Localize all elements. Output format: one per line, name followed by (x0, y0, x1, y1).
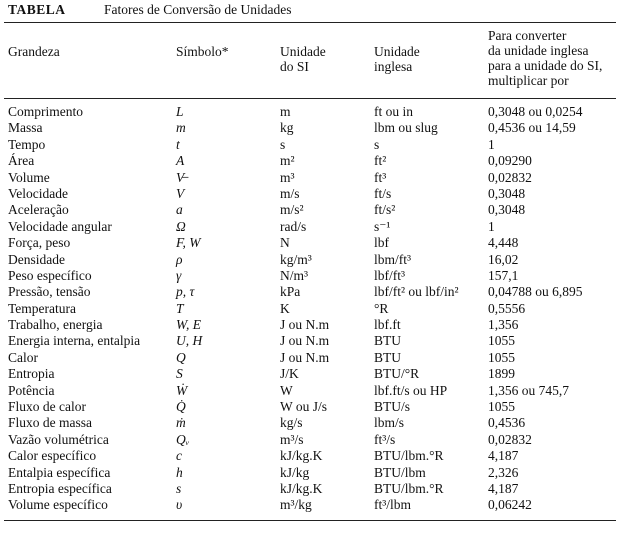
table-row (8, 497, 614, 513)
quantity-cell: Pressão, tensão (8, 284, 91, 300)
si-unit-cell: rad/s (280, 218, 307, 234)
quantity-cell: Peso específico (8, 267, 92, 283)
english-unit-cell: ft/s² (374, 202, 396, 218)
quantity-cell: Área (8, 153, 35, 169)
symbol-cell: υ (176, 497, 183, 513)
header-factor (488, 28, 602, 88)
table-row (8, 301, 614, 317)
factor-cell: 4,187 (488, 480, 519, 496)
factor-cell: 0,4536 (488, 415, 526, 431)
si-unit-cell: m (280, 104, 291, 119)
quantity-cell: Fluxo de calor (8, 399, 86, 415)
si-unit-cell: J/K (280, 366, 299, 382)
symbol-cell: T (176, 300, 184, 316)
table-row (8, 432, 614, 448)
factor-cell: 1,356 (488, 317, 519, 333)
si-unit-cell: m³/s (280, 431, 304, 447)
factor-cell: 1055 (488, 399, 515, 415)
table-row (8, 399, 614, 415)
quantity-cell: Energia interna, entalpia (8, 333, 141, 349)
header-factor-line: multiplicar por (488, 73, 569, 88)
si-unit-cell: kJ/kg.K (280, 448, 323, 464)
english-unit-cell: BTU/s (374, 399, 411, 415)
quantity-cell: Velocidade angular (8, 218, 112, 234)
quantity-cell: Tempo (8, 136, 46, 152)
quantity-cell: Fluxo de massa (8, 415, 92, 431)
si-unit-cell: J ou N.m (280, 317, 330, 333)
table-row (8, 415, 614, 431)
english-unit-cell: BTU/°R (374, 366, 420, 382)
english-unit-cell: lbf/ft² ou lbf/in² (374, 284, 459, 300)
quantity-cell: Força, peso (8, 235, 71, 251)
table-row (8, 350, 614, 366)
factor-cell: 1 (488, 136, 495, 152)
quantity-cell: Vazão volumétrica (8, 431, 109, 447)
quantity-cell: Volume específico (8, 497, 108, 513)
quantity-cell: Calor (8, 349, 38, 365)
table-row (8, 383, 614, 399)
si-unit-cell: J ou N.m (280, 333, 330, 349)
quantity-cell: Temperatura (8, 300, 77, 316)
symbol-cell: a (176, 202, 183, 218)
quantity-cell: Entalpia específica (8, 464, 111, 480)
table-row (8, 137, 614, 153)
caption-title: Fatores de Conversão de Unidades (104, 2, 292, 17)
si-unit-cell: m³/kg (280, 497, 312, 513)
header-english-unit-line: inglesa (374, 59, 413, 74)
symbol-cell: F, W (176, 235, 201, 251)
factor-cell: 0,04788 ou 6,895 (488, 284, 583, 300)
header-si-unit-line: do SI (280, 59, 309, 74)
english-unit-cell: ft² (374, 153, 387, 169)
symbol-cell: ṁ (176, 415, 186, 431)
bottom-rule (4, 520, 616, 521)
symbol-cell: L (176, 104, 184, 119)
factor-cell: 16,02 (488, 251, 519, 267)
table-row (8, 153, 614, 169)
top-rule (4, 22, 616, 23)
si-unit-cell: m³ (280, 169, 295, 185)
table-caption (8, 2, 292, 18)
header-factor-line: da unidade inglesa (488, 43, 589, 58)
table-row (8, 284, 614, 300)
factor-cell: 4,448 (488, 235, 519, 251)
english-unit-cell: BTU/lbm (374, 464, 426, 480)
table-row (8, 481, 614, 497)
english-unit-cell: s⁻¹ (374, 218, 391, 234)
factor-cell: 0,09290 (488, 153, 532, 169)
quantity-cell: Comprimento (8, 104, 83, 119)
table-row (8, 333, 614, 349)
symbol-cell: h (176, 464, 183, 480)
quantity-cell: Aceleração (8, 202, 69, 218)
si-unit-cell: kg/s (280, 415, 303, 431)
symbol-cell: Q (176, 349, 186, 365)
quantity-cell: Velocidade (8, 185, 68, 201)
symbol-cell: c (176, 448, 182, 464)
si-unit-cell: kJ/kg.K (280, 480, 323, 496)
symbol-cell: m (176, 120, 186, 136)
si-unit-cell: N (280, 235, 290, 251)
english-unit-cell: ft³/lbm (374, 497, 412, 513)
english-unit-cell: BTU (374, 333, 401, 349)
quantity-cell: Entropia (8, 366, 55, 382)
table-row (8, 448, 614, 464)
si-unit-cell: m² (280, 153, 295, 169)
english-unit-cell: BTU/lbm.°R (374, 480, 444, 496)
factor-cell: 1899 (488, 366, 515, 382)
factor-cell: 1055 (488, 333, 515, 349)
table-row (8, 104, 614, 120)
quantity-cell: Massa (8, 120, 43, 136)
factor-cell: 0,02832 (488, 169, 532, 185)
header-factor-line: para a unidade do SI, (488, 58, 603, 73)
header-symbol: Símbolo* (176, 44, 229, 59)
factor-cell: 1 (488, 218, 495, 234)
quantity-cell: Volume (8, 169, 50, 185)
factor-cell: 0,02832 (488, 431, 532, 447)
english-unit-cell: °R (374, 300, 389, 316)
table-row (8, 235, 614, 251)
english-unit-cell: ft³/s (374, 431, 396, 447)
si-unit-cell: m/s² (280, 202, 304, 218)
table-row (8, 170, 614, 186)
factor-cell: 0,3048 (488, 185, 526, 201)
caption-label: TABELA (8, 2, 66, 17)
si-unit-cell: K (280, 300, 290, 316)
english-unit-cell: BTU (374, 349, 401, 365)
english-unit-cell: s (374, 136, 380, 152)
factor-cell: 157,1 (488, 267, 519, 283)
header-english-unit (374, 44, 420, 74)
english-unit-cell: lbm/s (374, 415, 405, 431)
si-unit-cell: W ou J/s (280, 399, 328, 415)
table-row (8, 202, 614, 218)
symbol-cell: W, E (176, 317, 202, 333)
english-unit-cell: lbf.ft (374, 317, 401, 333)
symbol-cell: p, τ (176, 284, 195, 300)
english-unit-cell: lbm ou slug (374, 120, 438, 136)
header-english-unit-line: Unidade (374, 44, 420, 59)
english-unit-cell: ft/s (374, 185, 392, 201)
symbol-cell: Qᵥ (176, 431, 190, 447)
factor-cell: 0,3048 (488, 202, 526, 218)
si-unit-cell: s (280, 136, 286, 152)
symbol-cell: V̶ (176, 169, 185, 185)
symbol-cell: ρ (176, 251, 183, 267)
header-quantity: Grandeza (8, 44, 60, 59)
header-si-unit-line: Unidade (280, 44, 326, 59)
table-row (8, 465, 614, 481)
table-row (8, 120, 614, 136)
english-unit-cell: lbm/ft³ (374, 251, 412, 267)
symbol-cell: s (176, 480, 182, 496)
symbol-cell: V (176, 185, 185, 201)
table-row (8, 268, 614, 284)
symbol-cell: A (176, 153, 185, 169)
quantity-cell: Potência (8, 382, 55, 398)
si-unit-cell: J ou N.m (280, 349, 330, 365)
symbol-cell: Ẇ (176, 382, 188, 398)
factor-cell: 2,326 (488, 464, 519, 480)
table-row (8, 219, 614, 235)
header-factor-line: Para converter (488, 28, 567, 43)
si-unit-cell: kg/m³ (280, 251, 312, 267)
factor-cell: 1055 (488, 349, 515, 365)
table-row (8, 252, 614, 268)
factor-cell: 0,06242 (488, 497, 532, 513)
symbol-cell: S (176, 366, 183, 382)
si-unit-cell: W (280, 382, 293, 398)
english-unit-cell: lbf.ft/s ou HP (374, 382, 448, 398)
quantity-cell: Trabalho, energia (8, 317, 103, 333)
english-unit-cell: ft ou in (374, 104, 413, 119)
quantity-cell: Densidade (8, 251, 65, 267)
symbol-cell: U, H (176, 333, 203, 349)
si-unit-cell: kPa (280, 284, 301, 300)
symbol-cell: t (176, 136, 180, 152)
english-unit-cell: lbf (374, 235, 389, 251)
si-unit-cell: kg (280, 120, 294, 136)
factor-cell: 0,5556 (488, 300, 526, 316)
factor-cell: 0,4536 ou 14,59 (488, 120, 576, 136)
si-unit-cell: m/s (280, 185, 300, 201)
si-unit-cell: N/m³ (280, 267, 309, 283)
english-unit-cell: lbf/ft³ (374, 267, 406, 283)
symbol-cell: Q̇ (176, 399, 186, 415)
table-row (8, 317, 614, 333)
factor-cell: 0,3048 ou 0,0254 (488, 104, 583, 119)
quantity-cell: Calor específico (8, 448, 97, 464)
conversion-table (8, 104, 614, 514)
english-unit-cell: ft³ (374, 169, 387, 185)
header-rule (4, 98, 616, 99)
factor-cell: 4,187 (488, 448, 519, 464)
factor-cell: 1,356 ou 745,7 (488, 382, 569, 398)
quantity-cell: Entropia específica (8, 480, 112, 496)
header-si-unit (280, 44, 326, 74)
english-unit-cell: BTU/lbm.°R (374, 448, 444, 464)
table-row (8, 366, 614, 382)
symbol-cell: Ω (176, 218, 186, 234)
table-row (8, 186, 614, 202)
symbol-cell: γ (176, 267, 182, 283)
si-unit-cell: kJ/kg (280, 464, 310, 480)
